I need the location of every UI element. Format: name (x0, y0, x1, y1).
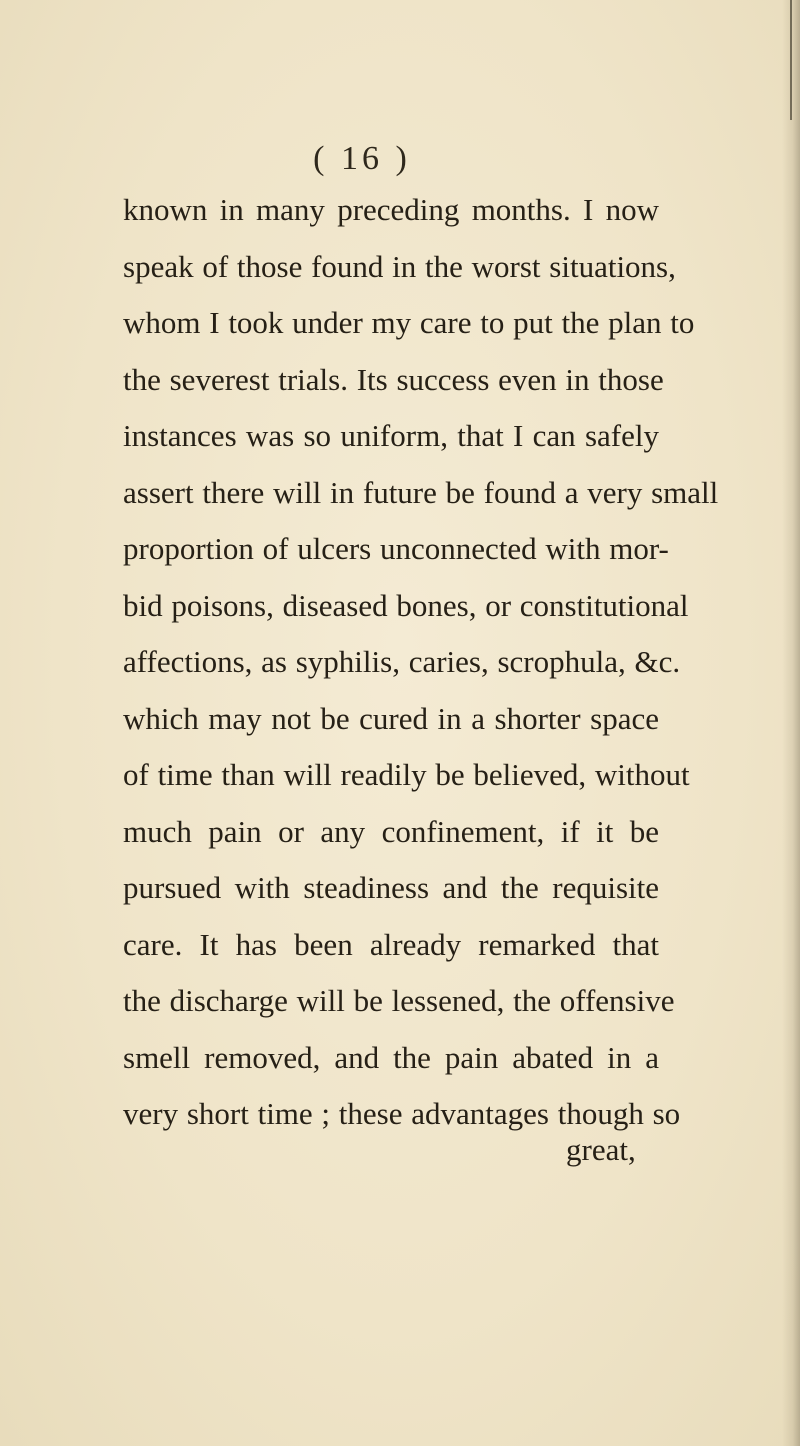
text-line: care. It has been already remarked that (123, 926, 659, 962)
text-line: much pain or any confinement, if it be (123, 813, 659, 849)
text-line: affections, as syphilis, caries, scrophula, &c. (123, 644, 681, 679)
text-line: pursued with steadiness and the requisite (123, 870, 659, 905)
page-edge-line (790, 0, 792, 120)
text-line: bid poisons, diseased bones, or constitutional (123, 587, 689, 623)
catchword: great, (566, 1132, 636, 1167)
page-edge-shadow (782, 0, 800, 1446)
text-line: which may not be cured in a shorter space (123, 700, 659, 736)
body-text (123, 182, 719, 1143)
text-line: speak of those found in the worst situations, (123, 248, 676, 284)
text-line: known in many preceding months. I now (123, 192, 659, 227)
text-line: of time than will readily be believed, without (123, 757, 690, 792)
text-line: the severest trials. Its success even in those (123, 361, 664, 397)
text-line: assert there will in future be found a very small (123, 474, 719, 510)
text-line: smell removed, and the pain abated in a (123, 1039, 659, 1075)
page-number: ( 16 ) (313, 140, 411, 177)
text-line: instances was so uniform, that I can safely (123, 418, 659, 453)
text-line: very short time ; these advantages though so (123, 1096, 681, 1131)
text-line: the discharge will be lessened, the offensive (123, 983, 675, 1018)
text-line: whom I took under my care to put the plan to (123, 305, 695, 340)
text-line: proportion of ulcers unconnected with mor- (123, 531, 669, 566)
